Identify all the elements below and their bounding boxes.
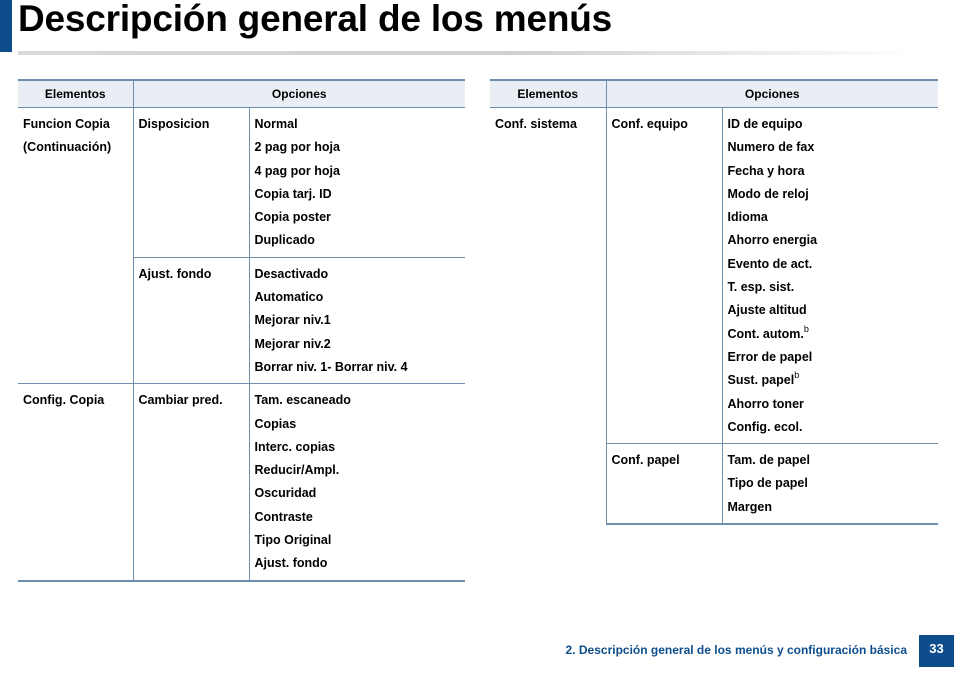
suboption-item-with-footnote [728,323,934,346]
suboption-item: Tipo de papel [727,476,808,491]
suboption-text: Sust. papel [727,373,795,388]
suboption-cell [722,108,938,444]
suboption-item: Copia poster [254,210,331,225]
header-opciones: Opciones [606,80,938,108]
element-label: (Continuación) [23,140,112,155]
option-cell [606,108,722,444]
suboption-text: Cont. autom. [727,326,804,341]
option-label: Conf. papel [611,453,680,468]
element-label: Conf. sistema [495,117,577,131]
suboption-item: Evento de act. [727,256,813,271]
element-cell [18,108,133,384]
menu-table-left [18,79,465,582]
suboption-item: 4 pag por hoja [254,163,340,178]
footer-chapter-link[interactable]: 2. Descripción general de los menús y configuración básica [565,643,907,657]
suboption-item: Ahorro toner [727,396,804,411]
suboption-item: Modo de reloj [727,186,809,201]
suboption-item: Copias [254,416,297,431]
suboption-item: Idioma [727,210,768,225]
suboption-item: Copia tarj. ID [254,186,332,201]
suboption-item: ID de equipo [727,117,803,131]
header-elementos: Elementos [490,80,606,108]
suboption-item: Margen [727,499,772,514]
header-elementos: Elementos [18,80,133,108]
suboption-cell [722,444,938,524]
suboption-item: Tam. escaneado [254,393,351,408]
suboption-item: Tipo Original [254,533,332,548]
suboption-item: Borrar niv. 1- Borrar niv. 4 [254,359,408,374]
suboption-item: Contraste [254,509,313,524]
suboption-item: Config. ecol. [727,419,803,434]
title-accent-bar [0,0,12,52]
option-label: Conf. equipo [611,117,688,131]
suboption-item: Ajuste altitud [727,303,807,318]
suboption-item: Numero de fax [727,140,815,155]
suboption-item: Error de papel [727,349,813,364]
suboption-item: Fecha y hora [727,163,805,178]
suboption-item: 2 pag por hoja [254,140,340,155]
menu-table-right [490,79,938,525]
option-label: Cambiar pred. [138,393,223,408]
suboption-item: Mejorar niv.2 [254,336,331,351]
suboption-item: Tam. de papel [727,453,810,468]
element-label: Config. Copia [23,393,105,408]
option-cell [133,108,249,258]
suboption-cell [249,257,465,383]
suboption-item: Normal [254,117,298,131]
header-opciones: Opciones [133,80,465,108]
option-cell [606,444,722,524]
suboption-item: Reducir/Ampl. [254,463,340,478]
option-cell [133,384,249,581]
suboption-cell [249,384,465,581]
suboption-item-with-footnote [728,369,934,392]
page-title: Descripción general de los menús [18,0,613,39]
footnote-mark: b [794,370,800,381]
suboption-item: Interc. copias [254,439,336,454]
page-number: 33 [919,635,954,667]
element-cell [18,384,133,581]
suboption-item: Desactivado [254,266,329,281]
suboption-item: Ahorro energia [727,233,818,248]
option-cell [133,257,249,383]
title-divider [18,51,918,55]
suboption-item: Duplicado [254,233,315,248]
suboption-item: Automatico [254,290,324,305]
suboption-item: T. esp. sist. [727,280,795,295]
suboption-item: Ajust. fondo [254,556,328,571]
suboption-cell [249,108,465,258]
option-label: Ajust. fondo [138,266,212,281]
option-label: Disposicion [138,117,210,131]
element-label: Funcion Copia [23,117,110,131]
suboption-item: Oscuridad [254,486,317,501]
footnote-mark: b [803,323,809,334]
suboption-item: Mejorar niv.1 [254,313,331,328]
element-cell [490,108,606,525]
